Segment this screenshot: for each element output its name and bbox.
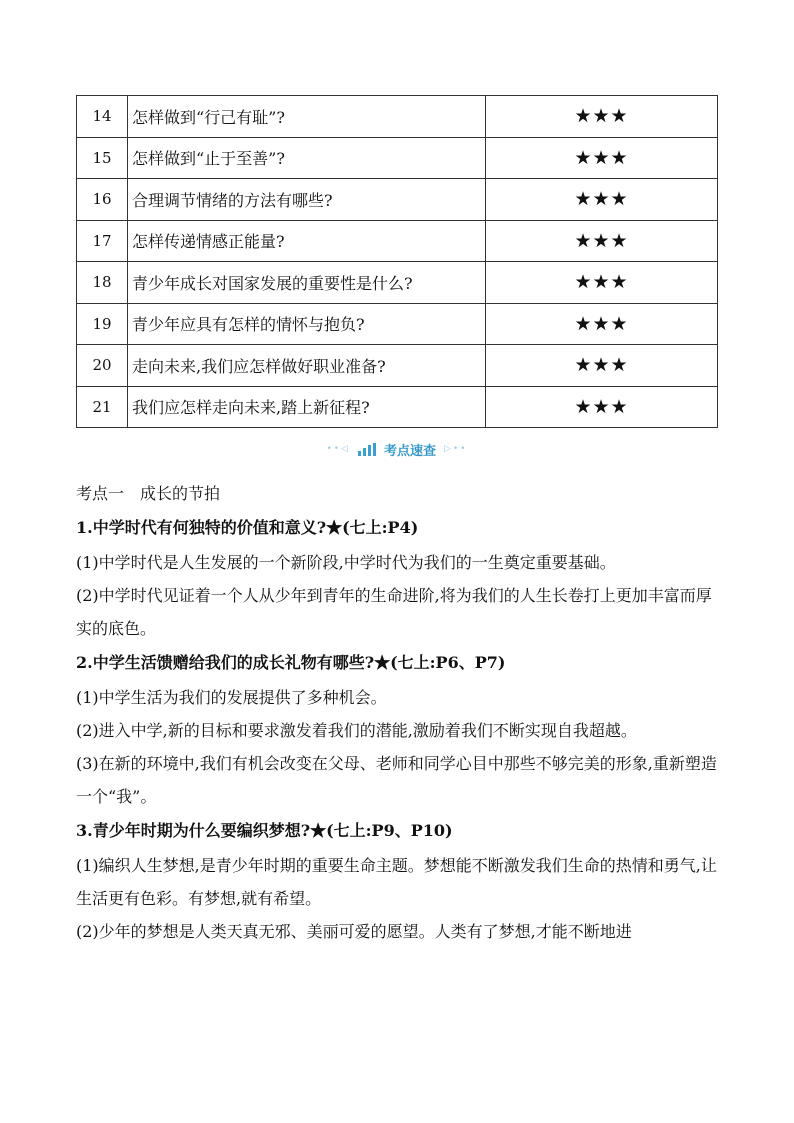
bar-chart-icon bbox=[358, 443, 376, 456]
row-number: 20 bbox=[77, 345, 128, 387]
answer-paragraph: (1)编织人生梦想,是青少年时期的重要生命主题。梦想能不断激发我们生命的热情和勇气,让生活更有色彩。有梦想,就有希望。 bbox=[76, 856, 717, 908]
row-question: 怎样做到“止于至善”? bbox=[128, 137, 486, 179]
row-stars: ★★★ bbox=[486, 179, 718, 221]
row-number: 18 bbox=[77, 262, 128, 304]
row-number: 15 bbox=[77, 137, 128, 179]
table-row bbox=[77, 179, 718, 221]
row-question: 青少年应具有怎样的情怀与抱负? bbox=[128, 303, 486, 345]
section-banner bbox=[0, 437, 794, 461]
row-question: 合理调节情绪的方法有哪些? bbox=[128, 179, 486, 221]
question-table bbox=[76, 95, 718, 428]
question-1-heading: 1.中学时代有何独特的价值和意义?★(七上:P4) bbox=[76, 518, 419, 537]
banner-title: 考点速查 bbox=[383, 443, 436, 459]
row-stars: ★★★ bbox=[486, 137, 718, 179]
table-row bbox=[77, 137, 718, 179]
row-question: 怎样做到“行己有耻”? bbox=[128, 96, 486, 138]
row-stars: ★★★ bbox=[486, 386, 718, 428]
row-stars: ★★★ bbox=[486, 262, 718, 304]
row-question: 青少年成长对国家发展的重要性是什么? bbox=[128, 262, 486, 304]
row-number: 19 bbox=[77, 303, 128, 345]
row-stars: ★★★ bbox=[486, 220, 718, 262]
table-row bbox=[77, 303, 718, 345]
section-title: 考点一 成长的节拍 bbox=[76, 484, 221, 503]
question-3-heading: 3.青少年时期为什么要编织梦想?★(七上:P9、P10) bbox=[76, 821, 453, 840]
answer-paragraph: (2)进入中学,新的目标和要求激发着我们的潜能,激励着我们不断实现自我超越。 bbox=[76, 721, 637, 740]
row-question: 走向未来,我们应怎样做好职业准备? bbox=[128, 345, 486, 387]
banner-dots-right: ▷•• bbox=[444, 444, 468, 454]
row-number: 14 bbox=[77, 96, 128, 138]
row-question: 我们应怎样走向未来,踏上新征程? bbox=[128, 386, 486, 428]
table-row bbox=[77, 96, 718, 138]
content-body bbox=[76, 512, 718, 948]
answer-paragraph: (1)中学生活为我们的发展提供了多种机会。 bbox=[76, 688, 387, 707]
row-number: 21 bbox=[77, 386, 128, 428]
row-number: 17 bbox=[77, 220, 128, 262]
answer-paragraph: (2)少年的梦想是人类天真无邪、美丽可爱的愿望。人类有了梦想,才能不断地进 bbox=[76, 922, 632, 941]
answer-paragraph: (3)在新的环境中,我们有机会改变在父母、老师和同学心目中那些不够完美的形象,重新塑造一个“我”。 bbox=[76, 754, 717, 806]
row-stars: ★★★ bbox=[486, 96, 718, 138]
table-row bbox=[77, 386, 718, 428]
question-2-heading: 2.中学生活馈赠给我们的成长礼物有哪些?★(七上:P6、P7) bbox=[76, 653, 506, 672]
table-row bbox=[77, 220, 718, 262]
table-row bbox=[77, 345, 718, 387]
banner-dots-left: ••◁ bbox=[326, 444, 350, 454]
answer-paragraph: (1)中学时代是人生发展的一个新阶段,中学时代为我们的一生奠定重要基础。 bbox=[76, 553, 616, 572]
answer-paragraph: (2)中学时代见证着一个人从少年到青年的生命进阶,将为我们的人生长卷打上更加丰富而厚实的底色。 bbox=[76, 586, 712, 638]
row-question: 怎样传递情感正能量? bbox=[128, 220, 486, 262]
row-stars: ★★★ bbox=[486, 303, 718, 345]
table-row bbox=[77, 262, 718, 304]
row-stars: ★★★ bbox=[486, 345, 718, 387]
row-number: 16 bbox=[77, 179, 128, 221]
